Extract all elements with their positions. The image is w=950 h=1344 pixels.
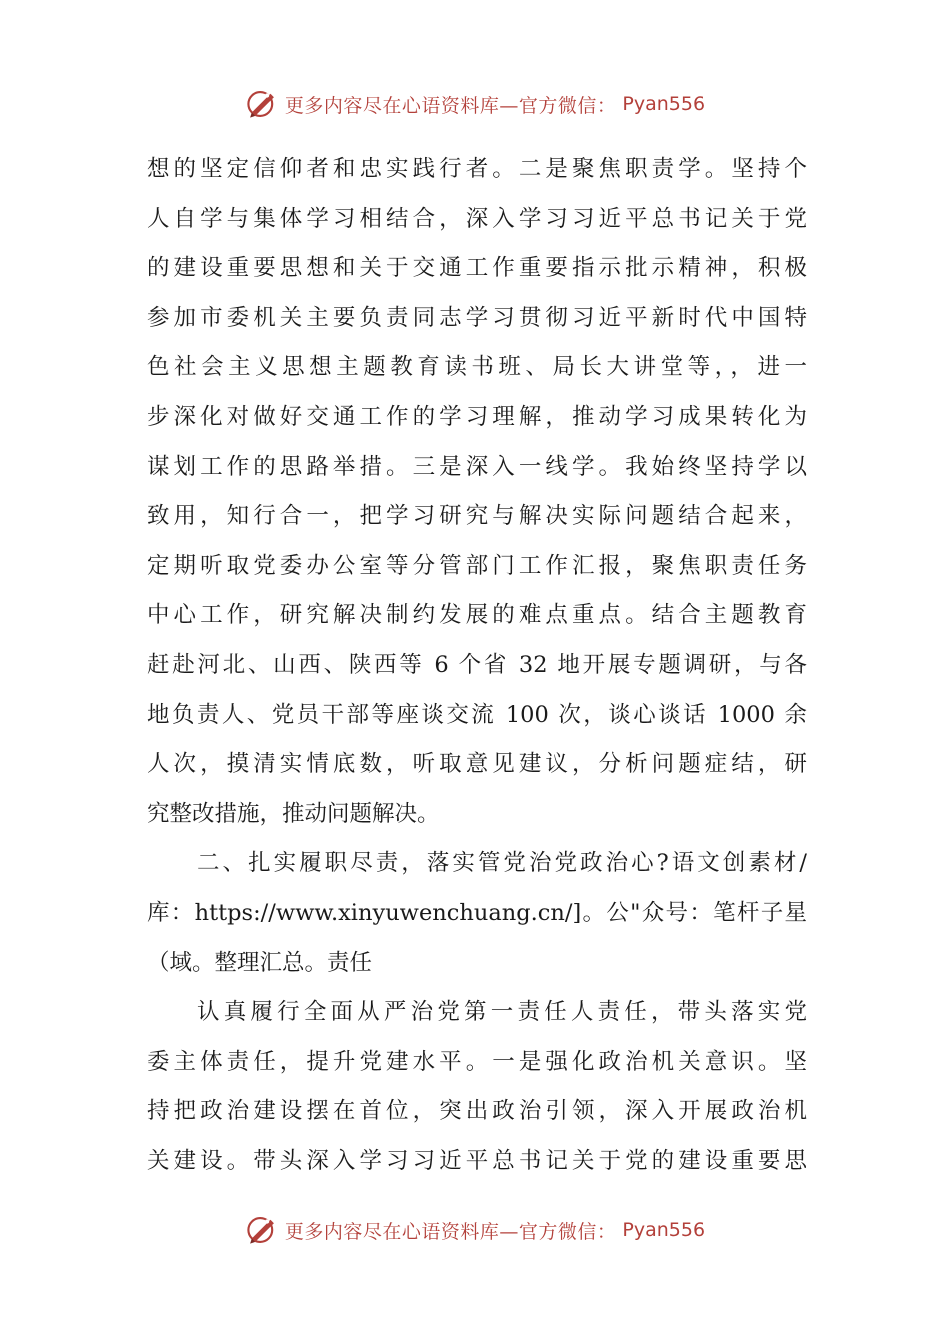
text-line: （域。整理汇总。责任	[147, 949, 373, 976]
text-line: 想的坚定信仰者和忠实践行者。二是聚焦职责学。坚持个	[147, 156, 807, 182]
text-line: 库：https://www.xinyuwenchuang.cn/]。公"众号：笔杆子星	[147, 899, 807, 926]
footer-banner	[0, 1208, 950, 1252]
paragraph-first-line: 认真履行全面从严治党第一责任人责任，带头落实党	[197, 999, 807, 1026]
header-banner-contact: Pyan556	[622, 93, 706, 115]
text-line: 赶赴河北、山西、陕西等 6 个省 32 地开展专题调研，与各	[147, 651, 807, 678]
footer-banner-text: 更多内容尽在心语资料库—官方微信：	[284, 1220, 617, 1243]
text-line: 地负责人、党员干部等座谈交流 100 次，谈心谈话 1000 余	[147, 701, 807, 728]
document-body	[147, 145, 807, 1186]
text-line: 步深化对做好交通工作的学习理解，推动学习成果转化为	[147, 403, 807, 430]
header-banner-text: 更多内容尽在心语资料库—官方微信：	[284, 94, 617, 117]
text-line: 持把政治建设摆在首位，突出政治引领，深入开展政治机	[147, 1098, 807, 1125]
text-line: 致用，知行合一，把学习研究与解决实际问题结合起来，	[147, 503, 807, 530]
text-line: 色社会主义思想主题教育读书班、局长大讲堂等，，进一	[147, 354, 807, 381]
pen-logo-icon	[245, 1213, 279, 1247]
text-line: 委主体责任，提升党建水平。一是强化政治机关意识。坚	[147, 1048, 807, 1075]
text-line: 人自学与集体学习相结合，深入学习习近平总书记关于党	[147, 205, 807, 232]
text-line: 中心工作，研究解决制约发展的难点重点。结合主题教育	[147, 602, 807, 629]
header-banner	[0, 82, 950, 126]
text-line: 究整改措施，推动问题解决。	[147, 800, 440, 827]
text-line: 人次，摸清实情底数，听取意见建议，分析问题症结，研	[147, 751, 807, 778]
text-line: 参加市委机关主要负责同志学习贯彻习近平新时代中国特	[147, 304, 807, 331]
text-line: 关建设。带头深入学习习近平总书记关于党的建设重要思	[147, 1147, 807, 1174]
text-line: 定期听取党委办公室等分管部门工作汇报，聚焦职责任务	[147, 552, 807, 579]
section-heading-line: 二、扎实履职尽责，落实管党治党政治心?语文创素材/	[197, 850, 807, 877]
footer-banner-contact: Pyan556	[622, 1219, 706, 1241]
text-line: 的建设重要思想和关于交通工作重要指示批示精神，积极	[147, 255, 807, 282]
text-line: 谋划工作的思路举措。三是深入一线学。我始终坚持学以	[147, 453, 807, 480]
pen-logo-icon	[245, 87, 279, 121]
